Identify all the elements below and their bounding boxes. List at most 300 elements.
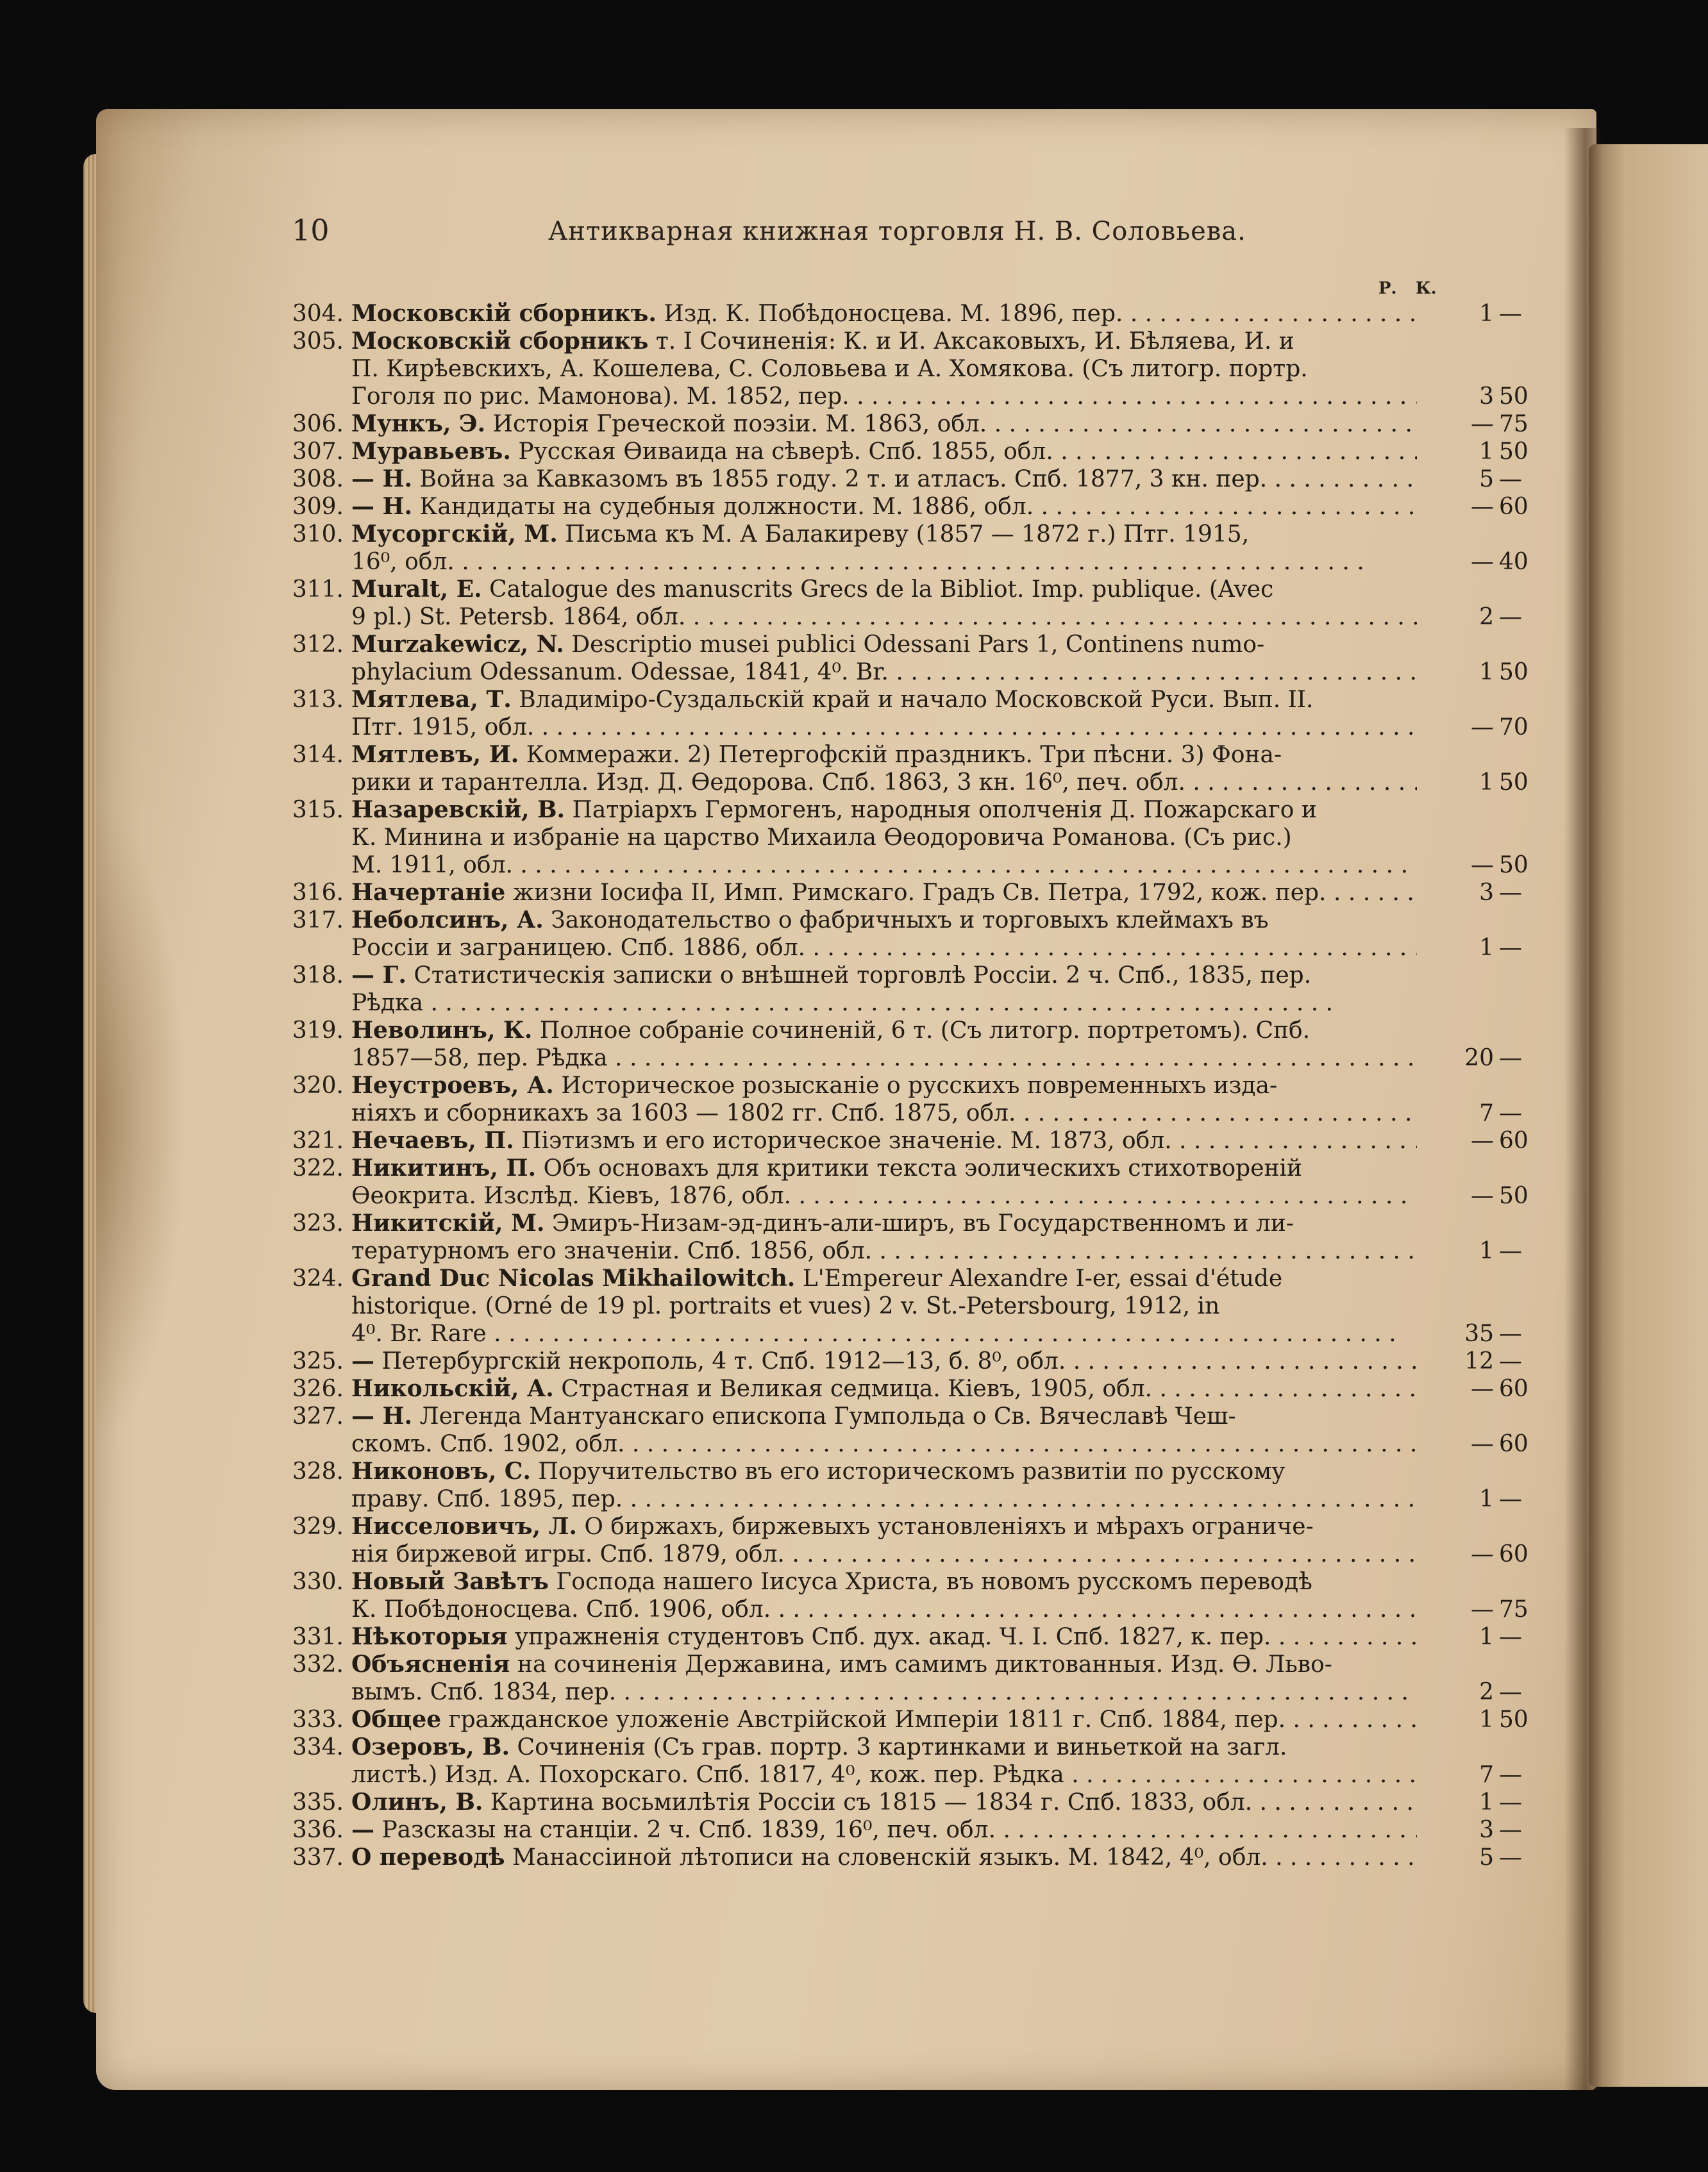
entry-author: Московскій сборникъ (351, 328, 649, 355)
price-rubles: 35 (1464, 1321, 1494, 1347)
kopecks-header: К. (1416, 279, 1437, 298)
entry-text (351, 493, 1417, 521)
entry-line (351, 658, 1417, 686)
entry-text (351, 1017, 1417, 1072)
catalog-entry (282, 1403, 1558, 1458)
entry-author: Мункъ, Э. (351, 410, 486, 437)
price-kopecks: — (1499, 1679, 1522, 1705)
entry-author: — (351, 1816, 374, 1843)
entry-author: Никольскій, А. (351, 1375, 554, 1402)
entry-price (1449, 1044, 1558, 1072)
catalog-entry (282, 1789, 1558, 1816)
entry-price (1449, 1485, 1558, 1513)
price-rubles: 12 (1464, 1348, 1494, 1374)
entry-text (351, 1789, 1417, 1816)
price-kopecks: — (1499, 1100, 1522, 1126)
entry-number: 321. (292, 1128, 344, 1154)
entry-line (351, 548, 1417, 576)
price-kopecks: — (1499, 1844, 1522, 1871)
entry-line (351, 631, 1417, 658)
entry-line-text: К. Минина и избраніе на царство Михаила Ѳеодоровича Романова. (Съ рис.) (351, 824, 1292, 851)
entry-text (351, 686, 1417, 741)
entry-text (351, 465, 1417, 493)
price-kopecks: 50 (1499, 439, 1528, 465)
entry-text (351, 1458, 1417, 1513)
entry-price (1449, 603, 1558, 631)
catalog-entry (282, 328, 1558, 410)
entry-line-text: Война за Кавказомъ въ 1855 году. 2 т. и атласъ. Спб. 1877, 3 кн. пер. (419, 466, 1268, 492)
entry-author: Новый Завѣтъ (351, 1568, 549, 1595)
entry-line-text: М. 1911, обл. (351, 852, 513, 878)
entry-line (351, 851, 1417, 879)
entry-line-text: упражненія студентовъ Спб. дух. акад. Ч. I. Спб. 1827, к. пер. (514, 1624, 1271, 1650)
price-kopecks: 50 (1499, 1183, 1528, 1209)
entry-line (351, 1651, 1417, 1678)
entry-author: Никитинъ, П. (351, 1155, 536, 1182)
price-rubles: 1 (1479, 301, 1494, 327)
entry-line (351, 1485, 1417, 1513)
entry-line-text: О биржахъ, биржевыхъ установленіяхъ и мѣрахъ ограниче- (584, 1514, 1314, 1540)
price-rubles: — (1471, 714, 1494, 740)
entry-line-text: Сочиненія (Съ грав. портр. 3 картинками и виньеткой на загл. (517, 1734, 1287, 1760)
entry-line-text: Письма къ М. А Балакиреву (1857 — 1872 г.) Птг. 1915, (565, 521, 1250, 547)
entry-number: 325. (292, 1348, 344, 1374)
price-kopecks: — (1499, 880, 1522, 906)
entry-price (1449, 1182, 1558, 1210)
entry-line-text: Объ основахъ для критики текста эолическихъ стихотвореній (543, 1155, 1303, 1182)
entry-line (351, 493, 1417, 521)
entry-text (351, 879, 1417, 906)
entry-number: 322. (292, 1155, 344, 1182)
entry-line-text: 1857—58, пер. Рѣдка (351, 1045, 608, 1071)
entry-line-text: Коммеражи. 2) Петергофскій праздникъ. Три пѣсни. 3) Фона- (526, 742, 1282, 768)
price-kopecks: — (1499, 1486, 1522, 1512)
entry-author: Неволинъ, К. (351, 1017, 533, 1044)
catalog-entry (282, 300, 1558, 328)
catalog-entry (282, 879, 1558, 906)
entry-text (351, 962, 1417, 1017)
price-kopecks: — (1499, 466, 1522, 492)
entry-line (351, 1403, 1417, 1430)
entry-number: 312. (292, 631, 344, 658)
entry-line (351, 1237, 1417, 1265)
entry-line-text: Россіи и заграницею. Спб. 1886, обл. (351, 935, 806, 961)
entry-text (351, 741, 1417, 796)
entry-number: 324. (292, 1266, 344, 1292)
entry-text (351, 1403, 1417, 1458)
entry-author: Grand Duc Nicolas Mikhailowitch. (351, 1265, 796, 1292)
price-rubles: — (1471, 1376, 1494, 1402)
entry-number: 315. (292, 797, 344, 823)
catalog-entry (282, 1155, 1558, 1210)
entry-price (1449, 769, 1558, 796)
entry-author: О переводѣ (351, 1844, 505, 1871)
right-page (1589, 144, 1708, 2087)
price-rubles: — (1471, 852, 1494, 878)
entry-line (351, 1733, 1417, 1761)
entry-line (351, 934, 1417, 962)
entry-line-text: гражданское уложеніе Австрійской Имперіи 1811 г. Спб. 1884, пер. (448, 1707, 1286, 1733)
entry-text (351, 1513, 1417, 1568)
entry-author: Муравьевъ. (351, 438, 511, 465)
entry-price (1449, 1706, 1558, 1733)
price-rubles: 1 (1479, 1707, 1494, 1733)
price-rubles: 1 (1479, 769, 1494, 796)
price-kopecks: 50 (1499, 383, 1528, 410)
catalog-entry (282, 1816, 1558, 1844)
entry-number: 326. (292, 1376, 344, 1402)
entry-author: Неустроевъ, А. (351, 1072, 554, 1099)
entry-line (351, 824, 1417, 851)
entry-price (1449, 1320, 1558, 1348)
entry-line-text: ніяхъ и сборникахъ за 1603 — 1802 гг. Спб. 1875, обл. (351, 1100, 1016, 1126)
price-kopecks: 60 (1499, 1128, 1528, 1154)
price-kopecks: — (1499, 935, 1522, 961)
price-kopecks: — (1499, 1045, 1522, 1071)
entry-line-text: 4⁰. Br. Rare (351, 1321, 487, 1347)
entry-text (351, 1568, 1417, 1623)
entry-price (1449, 383, 1558, 410)
entry-price (1449, 1348, 1558, 1375)
entry-text (351, 796, 1417, 879)
entry-line (351, 465, 1417, 493)
entry-line (351, 603, 1417, 631)
entry-text (351, 576, 1417, 631)
entry-price (1449, 493, 1558, 521)
entry-author: Мятлева, Т. (351, 686, 512, 713)
price-kopecks: 60 (1499, 1541, 1528, 1567)
entry-author: Назаревскій, В. (351, 796, 565, 823)
entry-line-text: скомъ. Спб. 1902, обл. (351, 1431, 625, 1457)
catalog-entry (282, 796, 1558, 879)
price-kopecks: — (1499, 1348, 1522, 1374)
entry-text (351, 1733, 1417, 1789)
entry-author: Мятлевъ, И. (351, 741, 519, 768)
entry-line (351, 1320, 1417, 1348)
entry-number: 327. (292, 1403, 344, 1430)
entry-author: — Н. (351, 465, 413, 492)
price-kopecks: 60 (1499, 1431, 1528, 1457)
entry-line (351, 989, 1417, 1017)
entry-number: 316. (292, 880, 344, 906)
entry-author: Общее (351, 1706, 442, 1733)
price-rubles: 1 (1479, 935, 1494, 961)
price-rubles: — (1471, 1596, 1494, 1623)
entry-line-text: П. Кирѣевскихъ, А. Кошелева, С. Соловьева и А. Хомякова. (Съ литогр. портр. (351, 356, 1308, 382)
entry-number: 332. (292, 1651, 344, 1678)
catalog-entry (282, 493, 1558, 521)
entry-line-text: Поручительство въ его историческомъ развитіи по русскому (538, 1458, 1285, 1485)
entry-number: 334. (292, 1734, 344, 1760)
entry-price (1449, 1678, 1558, 1706)
entry-line (351, 383, 1417, 410)
entry-number: 317. (292, 907, 344, 933)
entry-line (351, 1210, 1417, 1237)
entry-line-text: Рѣдка (351, 990, 424, 1016)
entry-line (351, 1761, 1417, 1789)
entry-author: — Н. (351, 493, 413, 520)
entry-price (1449, 1541, 1558, 1568)
entry-text (351, 1155, 1417, 1210)
entry-number: 337. (292, 1844, 344, 1871)
rubles-header: Р. (1378, 279, 1397, 298)
catalog-entry (282, 1348, 1558, 1375)
entry-line-text: Легенда Мантуанскаго епископа Гумпольда о Св. Вячеславѣ Чеш- (419, 1403, 1236, 1430)
entry-author: Объясненія (351, 1651, 510, 1678)
entry-author: Нечаевъ, П. (351, 1127, 514, 1154)
catalog-entry (282, 962, 1558, 1017)
catalog-entry (282, 1733, 1558, 1789)
price-kopecks: — (1499, 1238, 1522, 1264)
entry-line-text: Страстная и Великая седмица. Кіевъ, 1905, обл. (561, 1376, 1153, 1402)
catalog-entries (282, 300, 1558, 1871)
price-kopecks: 75 (1499, 411, 1528, 437)
entry-line-text: phylacium Odessanum. Odessae, 1841, 4⁰. Br. (351, 659, 889, 685)
entry-number: 318. (292, 962, 344, 989)
entry-number: 336. (292, 1817, 344, 1843)
entry-number: 323. (292, 1210, 344, 1237)
entry-line (351, 1017, 1417, 1044)
entry-author: — Н. (351, 1403, 413, 1430)
entry-price (1449, 1375, 1558, 1403)
entry-line-text: Исторія Греческой поэзіи. М. 1863, обл. (492, 411, 987, 437)
entry-line (351, 796, 1417, 824)
entry-line (351, 769, 1417, 796)
price-rubles: 1 (1479, 1486, 1494, 1512)
price-kopecks: — (1499, 1817, 1522, 1843)
price-kopecks: — (1499, 604, 1522, 630)
entry-line (351, 741, 1417, 769)
entry-line-text: Ѳеокрита. Изслѣд. Кіевъ, 1876, обл. (351, 1183, 792, 1209)
entry-number: 309. (292, 494, 344, 520)
entry-author: Никитскій, М. (351, 1210, 545, 1237)
entry-price (1449, 465, 1558, 493)
entry-line-text: т. I Сочиненія: К. и И. Аксаковыхъ, И. Бѣляева, И. и (655, 328, 1294, 355)
entry-number: 307. (292, 439, 344, 465)
entry-text (351, 1265, 1417, 1348)
entry-line-text: на сочиненія Державина, имъ самимъ диктованныя. Изд. Ѳ. Льво- (517, 1651, 1332, 1678)
price-rubles: — (1471, 549, 1494, 575)
price-rubles: 2 (1479, 1679, 1494, 1705)
entry-number: 320. (292, 1073, 344, 1099)
entry-author: Начертаніе (351, 879, 506, 906)
entry-line (351, 1568, 1417, 1596)
entry-text (351, 521, 1417, 576)
entry-number: 314. (292, 742, 344, 768)
entry-line-text: L'Empereur Alexandre I-er, essai d'étude (802, 1266, 1283, 1292)
entry-line-text: Историческое розысканіе о русскихъ повременныхъ изда- (561, 1073, 1278, 1099)
entry-price (1449, 1127, 1558, 1155)
entry-line (351, 686, 1417, 714)
entry-line-text: Птг. 1915, обл. (351, 714, 535, 740)
entry-line-text: Catalogue des manuscrits Grecs de la Bibliot. Imp. publique. (Avec (489, 576, 1274, 603)
entry-price (1449, 714, 1558, 741)
entry-author: Московскій сборникъ. (351, 300, 657, 327)
entry-price (1449, 851, 1558, 879)
entry-number: 335. (292, 1789, 344, 1816)
catalog-entry (282, 1210, 1558, 1265)
price-rubles: — (1471, 494, 1494, 520)
entry-line (351, 1706, 1417, 1733)
entry-line-text: Статистическія записки о внѣшней торговлѣ Россіи. 2 ч. Спб., 1835, пер. (414, 962, 1312, 989)
entry-text (351, 906, 1417, 962)
entry-line-text: Русская Ѳиваида на сѣверѣ. Спб. 1855, обл. (518, 439, 1053, 465)
entry-text (351, 1348, 1417, 1375)
entry-text (351, 1844, 1417, 1871)
catalog-entry (282, 1375, 1558, 1403)
price-rubles: 1 (1479, 659, 1494, 685)
catalog-entry (282, 1844, 1558, 1871)
entry-line (351, 962, 1417, 989)
entry-line-text: Владиміро-Суздальскій край и начало Московской Руси. Вып. II. (519, 687, 1314, 713)
entry-line (351, 1072, 1417, 1099)
entry-line-text: 9 pl.) St. Petersb. 1864, обл. (351, 604, 686, 630)
entry-author: Никоновъ, С. (351, 1458, 531, 1485)
price-rubles: 1 (1479, 1789, 1494, 1816)
catalog-entry (282, 1513, 1558, 1568)
entry-author: Озеровъ, В. (351, 1733, 510, 1760)
entry-price (1449, 438, 1558, 465)
entry-line (351, 1789, 1417, 1816)
entry-number: 311. (292, 576, 344, 603)
entry-line (351, 1541, 1417, 1568)
entry-text (351, 1623, 1417, 1651)
entry-number: 306. (292, 411, 344, 437)
entry-text (351, 328, 1417, 410)
price-rubles: 1 (1479, 439, 1494, 465)
entry-line (351, 1292, 1417, 1320)
price-rubles: 5 (1479, 1844, 1494, 1871)
entry-price (1449, 548, 1558, 576)
entry-price (1449, 934, 1558, 962)
entry-price (1449, 1623, 1558, 1651)
entry-number: 313. (292, 687, 344, 713)
catalog-entry (282, 1568, 1558, 1623)
entry-number: 330. (292, 1569, 344, 1595)
book-gutter (1564, 128, 1603, 2090)
entry-line-text: Піэтизмъ и его историческое значеніе. М. 1873, обл. (521, 1128, 1172, 1154)
price-rubles: — (1471, 1431, 1494, 1457)
price-kopecks: 50 (1499, 852, 1528, 878)
entry-text (351, 1816, 1417, 1844)
price-kopecks: 60 (1499, 1376, 1528, 1402)
price-kopecks: — (1499, 1624, 1522, 1650)
entry-line (351, 1678, 1417, 1706)
entry-price (1449, 1761, 1558, 1789)
entry-author: Muralt, E. (351, 576, 482, 603)
entry-line (351, 1596, 1417, 1623)
entry-text (351, 1127, 1417, 1155)
entry-price (1449, 879, 1558, 906)
entry-line-text: Гоголя по рис. Мамонова). М. 1852, пер. (351, 383, 850, 410)
entry-line (351, 1044, 1417, 1072)
price-rubles: 3 (1479, 1817, 1494, 1843)
entry-text (351, 1706, 1417, 1733)
price-rubles: — (1471, 1541, 1494, 1567)
entry-line-text: Картина восьмилѣтія Россіи съ 1815 — 1834 г. Спб. 1833, обл. (490, 1789, 1253, 1816)
catalog-entry (282, 1265, 1558, 1348)
entry-number: 333. (292, 1707, 344, 1733)
entry-author: Нѣкоторыя (351, 1623, 508, 1650)
entry-line-text: Петербургскій некрополь, 4 т. Спб. 1912—13, б. 8⁰, обл. (381, 1348, 1066, 1374)
price-rubles: 2 (1479, 604, 1494, 630)
catalog-entry (282, 410, 1558, 438)
price-rubles: — (1471, 411, 1494, 437)
price-kopecks: 70 (1499, 714, 1528, 740)
entry-number: 304. (292, 301, 344, 327)
price-rubles: 1 (1479, 1624, 1494, 1650)
price-rubles: 5 (1479, 466, 1494, 492)
entry-line (351, 1265, 1417, 1292)
price-rubles: 3 (1479, 880, 1494, 906)
entry-price (1449, 1237, 1558, 1265)
entry-line-text: Полное собраніе сочиненій, 6 т. (Съ литогр. портретомъ). Спб. (539, 1017, 1310, 1044)
entry-line-text: Эмиръ-Низам-эд-динъ-али-ширъ, въ Государственномъ и ли- (551, 1210, 1294, 1237)
entry-line (351, 1623, 1417, 1651)
entry-line-text: К. Побѣдоносцева. Спб. 1906, обл. (351, 1596, 771, 1623)
catalog-entry (282, 1458, 1558, 1513)
entry-line (351, 906, 1417, 934)
entry-text (351, 631, 1417, 686)
entry-text (351, 300, 1417, 328)
entry-line-text: тературномъ его значеніи. Спб. 1856, обл. (351, 1238, 873, 1264)
entry-line (351, 714, 1417, 741)
catalog-entry (282, 576, 1558, 631)
entry-number: 319. (292, 1017, 344, 1044)
entry-author: Олинъ, В. (351, 1789, 483, 1816)
price-rubles: — (1471, 1128, 1494, 1154)
entry-line-text: Кандидаты на судебныя должности. М. 1886, обл. (419, 494, 1034, 520)
entry-line-text: рики и тарантелла. Изд. Д. Ѳедорова. Спб. 1863, 3 кн. 16⁰, печ. обл. (351, 769, 1185, 796)
entry-number: 310. (292, 521, 344, 547)
entry-line (351, 1816, 1417, 1844)
price-kopecks: — (1499, 1321, 1522, 1347)
entry-line (351, 355, 1417, 383)
entry-line-text: Манассіиной лѣтописи на словенскій языкъ. М. 1842, 4⁰, обл. (512, 1844, 1268, 1871)
catalog-entry (282, 1127, 1558, 1155)
price-rubles: — (1471, 1183, 1494, 1209)
entry-line-text: Законодательство о фабричныхъ и торговыхъ клеймахъ въ (551, 907, 1269, 933)
page-stain (96, 801, 186, 1442)
entry-line-text: Патріархъ Гермогенъ, народныя ополченія Д. Пожарскаго и (572, 797, 1317, 823)
catalog-entry (282, 1072, 1558, 1127)
catalog-entry (282, 521, 1558, 576)
entry-line (351, 1430, 1417, 1458)
entry-line (351, 1127, 1417, 1155)
running-title: Антикварная книжная торговля Н. В. Соловьева. (548, 217, 1246, 246)
entry-line (351, 1375, 1417, 1403)
entry-author: Неболсинъ, А. (351, 906, 544, 933)
catalog-entry (282, 1651, 1558, 1706)
catalog-entry (282, 1623, 1558, 1651)
entry-line-text: вымъ. Спб. 1834, пер. (351, 1679, 617, 1705)
entry-author: Murzakewicz, N. (351, 631, 564, 658)
catalog-entry (282, 438, 1558, 465)
price-rubles: 20 (1464, 1045, 1494, 1071)
catalog-entry (282, 631, 1558, 686)
price-kopecks: — (1499, 301, 1522, 327)
entry-text (351, 1651, 1417, 1706)
entry-line (351, 1182, 1417, 1210)
entry-price (1449, 1430, 1558, 1458)
entry-line (351, 1348, 1417, 1375)
entry-number: 328. (292, 1458, 344, 1485)
price-kopecks: — (1499, 1762, 1522, 1788)
price-rubles: 7 (1479, 1762, 1494, 1788)
entry-line (351, 1844, 1417, 1871)
catalog-entry (282, 741, 1558, 796)
entry-author: — (351, 1348, 374, 1374)
